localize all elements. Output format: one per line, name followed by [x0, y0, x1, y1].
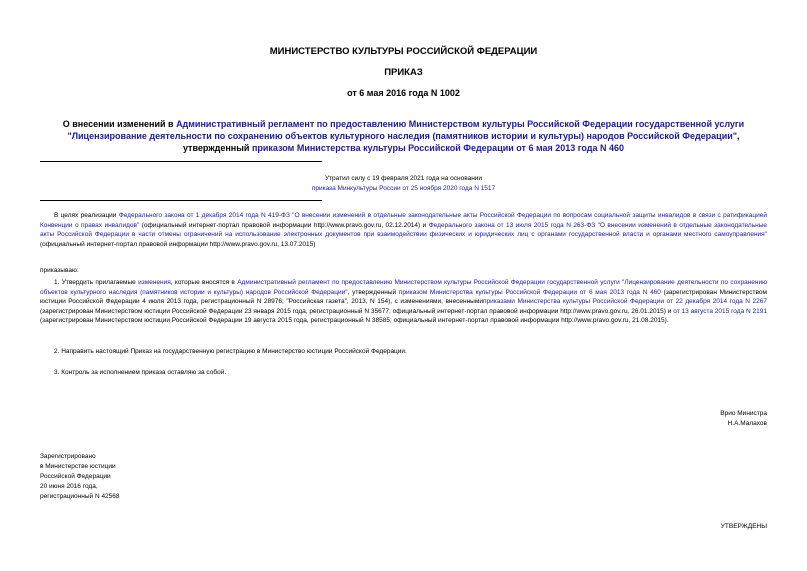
- registration-line-2: в Министерстве юстиции: [40, 463, 116, 470]
- title-text-2: , утвержденный: [182, 131, 740, 153]
- signature-position: Врио Министра: [720, 410, 767, 417]
- federal-law-419-link[interactable]: Федерального закона от 1 декабря 2014 года N 419-ФЗ "О внесении изменений в отдельные законодательные акты Российской Федерации по вопросам социальной защиты инвалидов в связи с ратификацией Конвенции о правах инвалидов": [40, 212, 767, 229]
- signature-block: [720, 409, 767, 429]
- registration-line-5: регистрационный N 42568: [40, 493, 120, 500]
- item1-text-1: 1. Утвердить прилагаемые: [54, 279, 139, 286]
- registration-line-4: 20 июня 2016 года,: [40, 483, 98, 490]
- order-2267-link[interactable]: приказами Министерства культуры Российской Федерации от 22 декабря 2014 года N 2267: [482, 298, 767, 306]
- order-460-link[interactable]: приказом Министерства культуры Российской Федерации от 6 мая 2013 года N 460: [398, 288, 661, 296]
- preamble-paragraph: [40, 211, 767, 249]
- order-word: приказываю:: [40, 267, 79, 274]
- title-text-1: О внесении изменений в: [62, 119, 177, 129]
- item1-text-2: , которые вносятся в: [170, 279, 238, 286]
- preamble-text-3: (официальный интернет-портал правовой информации http://www.pravo.gov.ru, 13.07.2015): [40, 240, 316, 248]
- item-2-paragraph: 2. Направить настоящий Приказ на государственную регистрацию в Министерство юстиции Российской Федерации.: [54, 348, 407, 355]
- divider-top: [40, 161, 322, 162]
- federal-law-263-link[interactable]: Федерального закона от 13 июля 2015 года N 263-ФЗ "О внесении изменений в отдельные законодательные акты Российской Федерации в части отмены ограничений на использование электронных документов при взаимодействии физических и юридических лиц с органами государственной власти и органами местного самоуправления": [40, 221, 767, 239]
- changes-link[interactable]: изменения: [138, 279, 171, 286]
- preamble-text-2: (официальный интернет-портал правовой информации http://www.pravo.gov.ru, 02.12.2014) и: [139, 221, 429, 229]
- item1-text-4: (зарегистрирован Министерством юстиции Российской Федерации 4 июля 2013 года, регистрационный N 28976; "Российская газета", 2013, N 154), с изменениями, внесенными: [40, 288, 767, 306]
- registration-block: [40, 452, 120, 502]
- registration-line-1: Зарегистрировано: [40, 453, 96, 460]
- order-2191-link[interactable]: от 13 августа 2015 года N 2191: [673, 307, 767, 315]
- preamble-text-1: В целях реализации: [54, 212, 119, 219]
- item1-text-6: (зарегистрирован Министерством юстиции Российской Федерации 19 августа 2015 года, регистрационный N 38585; официальный интернет-портал правовой информации http://www.pravo.gov.ru, 21.08.2015).: [40, 317, 669, 325]
- item1-text-3: , утвержденный: [347, 288, 399, 296]
- regulation-link[interactable]: Административный регламент по предоставлению Министерством культуры Российской Федерации государственной услуги "Лицензирование деятельности по сохранению объектов культурного наследия (памятников истории и культуры) народов Российской Федерации": [40, 279, 767, 296]
- signature-name: Н.А.Малахов: [727, 420, 767, 427]
- doc-type-heading: ПРИКАЗ: [384, 67, 423, 78]
- ministry-heading: МИНИСТЕРСТВО КУЛЬТУРЫ РОССИЙСКОЙ ФЕДЕРАЦИИ: [269, 46, 538, 57]
- lost-force-text: Утратил силу с 19 февраля 2021 года на основании: [324, 175, 483, 182]
- title-order-link[interactable]: приказом Министерства культуры Российской Федерации от 6 мая 2013 года N 460: [251, 143, 625, 153]
- title-regulation-link[interactable]: Административный регламент по предоставлению Министерством культуры Российской Федерации государственной услуги "Лицензирование деятельности по сохранению объектов культурного наследия (памятников истории и культуры) народов Российской Федерации": [67, 119, 745, 141]
- item-3-paragraph: 3. Контроль за исполнением приказа оставляю за собой.: [54, 369, 227, 376]
- document-title: [40, 118, 767, 154]
- lost-force-link[interactable]: приказа Минкультуры России от 25 ноября 2020 года N 1517: [311, 185, 496, 192]
- doc-date-number: от 6 мая 2016 года N 1002: [347, 88, 460, 98]
- item1-text-5: (зарегистрирован Министерством юстиции Российской Федерации 23 января 2015 года, регистрационный N 35677; официальный интернет-портал правовой информации http://www.pravo.gov.ru, 26.01.2015) и: [40, 307, 674, 315]
- registration-line-3: Российской Федерации: [40, 473, 111, 480]
- divider-bottom: [40, 200, 322, 201]
- lost-force-note: [40, 174, 767, 194]
- approved-label: УТВЕРЖДЕНЫ: [720, 523, 767, 530]
- item-1-paragraph: [40, 278, 767, 326]
